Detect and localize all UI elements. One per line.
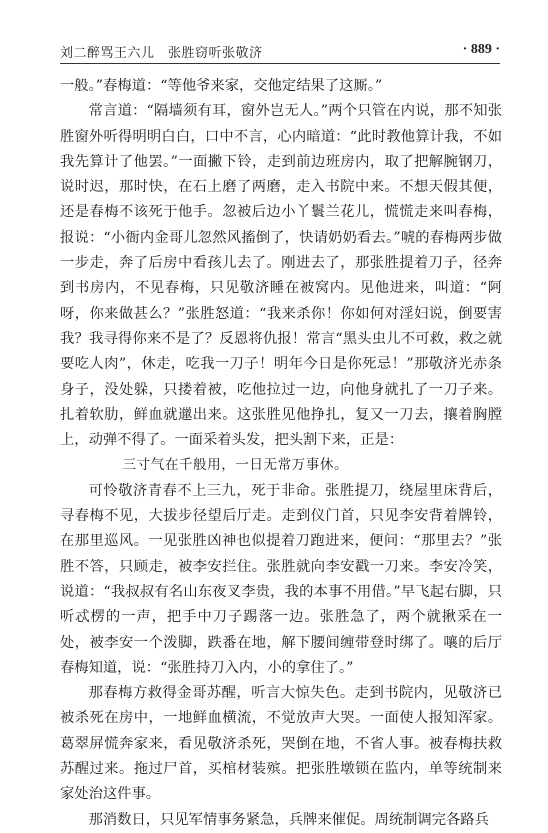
running-header bbox=[60, 40, 500, 62]
paragraph: 那春梅方救得金哥苏醒，听言大惊失色。走到书院内，见敬济已被杀死在房中，一地鲜血横流，不觉放声大哭。一面使人报知浑家。葛翠屏慌奔家来，看见敬济杀死，哭倒在地，不省人事。被春梅扶救苏醒过来。拖过尸首，买棺材装殡。把张胜墩锁在监内，单等统制来家处治这件事。 bbox=[60, 685, 502, 803]
paragraph: 那消数日，只见军情事务紧急，兵牌来催促。周统制调完各路兵 bbox=[88, 811, 489, 828]
header-rule bbox=[60, 63, 500, 64]
paragraph-continued: 一般。”春梅道：“等他爷来家，交他定结果了这厮。” bbox=[60, 78, 383, 94]
paragraph: 常言道：“隔墙须有耳，窗外岂无人。”两个只管在内说，那不知张胜窗外听得明明白白，口中不言，心内暗道：“此时教他算计我，不如我先算计了他罢。”一面撇下铃，走到前边班房内，取了把解腕钢刀，说时迟，那时快，在石上磨了两磨，走入书院中来。不想天假其便，还是春梅不该死于他手。忽被后边小丫鬟兰花儿，慌慌走来叫春梅，报说：“小衙内金哥儿忽然风搐倒了，快请奶奶看去。”唬的春梅两步做一步走，奔了后房中看孩儿去了。刚进去了，那张胜提着刀子，径奔到书房内，不见春梅，只见敬济睡在被窝内。见他进来，叫道：“阿呀，你来做甚么？”张胜怒道：“我来杀你！你如何对淫妇说，倒要害我？我寻得你来不是了？反恩将仇报！常言“黑头虫儿不可救，救之就要吃人肉”，休走，吃我一刀子！明年今日是你死忌！”那敬济光赤条身子，没处躲，只搂着被，吃他拉过一边，向他身就扎了一刀子来。扎着软肋，鲜血就邋出来。这张胜见他挣扎，复又一刀去，攘着胸膛上，动弹不得了。一面采着头发，把头割下来，正是： bbox=[60, 103, 502, 449]
page-body bbox=[60, 74, 502, 833]
paragraph: 可怜敬济青春不上三九，死于非命。张胜提刀，绕屋里床背后，寻春梅不见，大拔步径望后厅走。走到仪门首，只见李安背着牌铃，在那里巡风。一见张胜凶神也似提着刀跑进来，便问：“那里去？”张胜不答，只顾走，被李安拦住。张胜就向李安戳一刀来。李安冷笑，说道：“我叔叔有名山东夜叉李贵，我的本事不用借。”早飞起右脚，只听忒楞的一声，把手中刀子踢落一边。张胜急了，两个就揪采在一处，被李安一个泼脚，跌番在地，解下腰间缠带登时绑了。嚷的后厅春梅知道，说：“张胜持刀入内，小的拿住了。” bbox=[60, 482, 502, 676]
chapter-title: 刘二醉骂王六儿 张胜窃听张敬济 bbox=[60, 46, 263, 61]
page-number: · 889 · bbox=[462, 42, 500, 57]
verse-couplet: 三寸气在千般用，一日无常万事休。 bbox=[122, 457, 349, 474]
